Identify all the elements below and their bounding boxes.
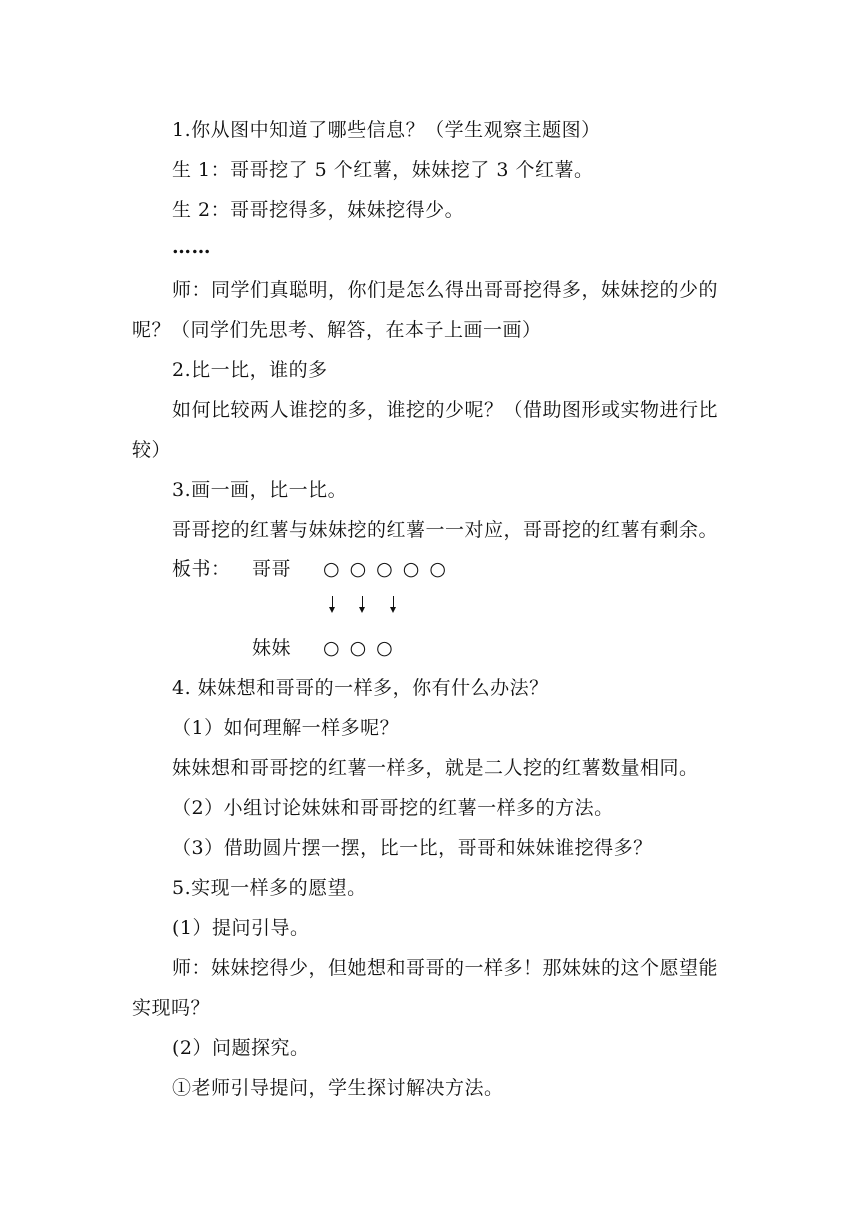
one-to-one-text: 哥哥挖的红薯与妹妹挖的红薯一一对应，哥哥挖的红薯有剩余。 (172, 519, 719, 541)
teacher-prompt-1: 师：妹妹挖得少，但她想和哥哥的一样多！那妹妹的这个愿望能 (172, 957, 719, 979)
step-4-heading: 4. 妹妹想和哥哥的一样多，你有什么办法？ (172, 677, 549, 699)
compare-question-2: 较） (132, 439, 172, 461)
sister-label: 妹妹 (252, 637, 292, 659)
ellipsis: …… (172, 236, 211, 258)
compare-question-1: 如何比较两人谁挖的多，谁挖的少呢？（借助图形或实物进行比 (172, 399, 719, 421)
teacher-prompt-2: 实现吗？ (132, 997, 211, 1019)
step-4-sub-1: （1）如何理解一样多呢？ (172, 717, 400, 739)
student-2-answer: 生 2：哥哥挖得多，妹妹挖得少。 (172, 199, 465, 221)
arrow-1 (332, 596, 333, 610)
arrow-3 (393, 596, 394, 610)
sister-circles: ○○○ (323, 637, 403, 659)
brother-circles: ○○○○○ (323, 558, 456, 580)
step-4-sub-2: （2）小组讨论妹妹和哥哥挖的红薯一样多的方法。 (172, 797, 614, 819)
board-label: 板书： (172, 558, 231, 580)
teacher-line-1: 师：同学们真聪明，你们是怎么得出哥哥挖得多，妹妹挖的少的 (172, 279, 719, 301)
arrow-2 (362, 596, 363, 610)
step-5-sub-1: (1）提问引导。 (172, 917, 310, 939)
step-5-activity: ①老师引导提问，学生探讨解决方法。 (172, 1077, 504, 1099)
step-3-heading: 3.画一画，比一比。 (172, 479, 348, 501)
step-2-heading: 2.比一比，谁的多 (172, 359, 328, 381)
teacher-line-2: 呢？（同学们先思考、解答，在本子上画一画） (132, 319, 542, 341)
step-5-sub-2: (2）问题探究。 (172, 1037, 310, 1059)
question-1: 1.你从图中知道了哪些信息？（学生观察主题图） (172, 119, 601, 141)
step-4-explanation: 妹妹想和哥哥挖的红薯一样多，就是二人挖的红薯数量相同。 (172, 757, 699, 779)
step-5-heading: 5.实现一样多的愿望。 (172, 877, 367, 899)
step-4-sub-3: （3）借助圆片摆一摆，比一比，哥哥和妹妹谁挖得多？ (172, 837, 653, 859)
student-1-answer: 生 1：哥哥挖了 5 个红薯，妹妹挖了 3 个红薯。 (172, 159, 594, 181)
brother-label: 哥哥 (252, 558, 292, 580)
